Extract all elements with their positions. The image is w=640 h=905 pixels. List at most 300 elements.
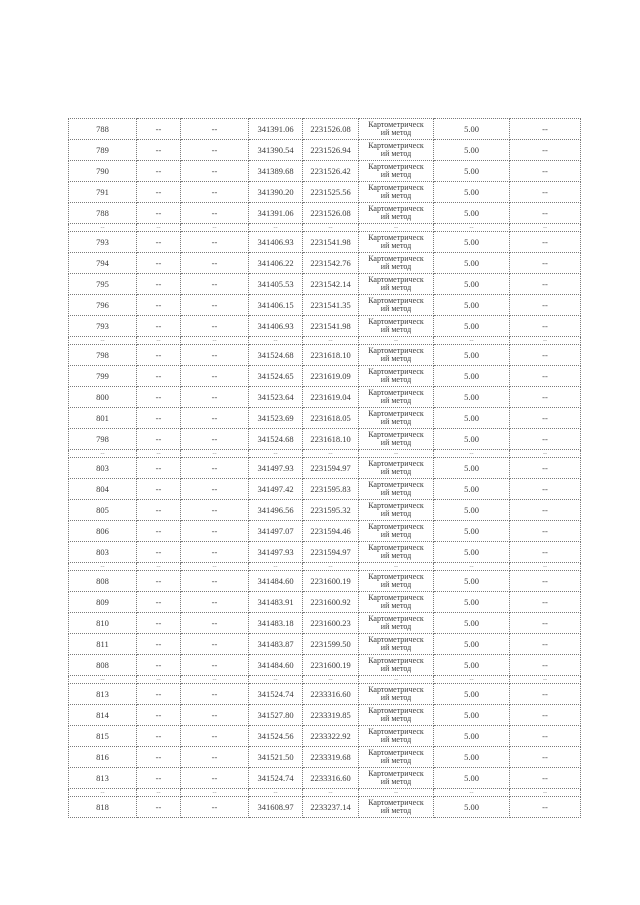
point-number-cell: 788 (69, 203, 137, 224)
old-x-cell: -- (137, 747, 181, 768)
separator-cell: -- (359, 563, 434, 571)
method-cell (359, 705, 434, 726)
method-text-line-1: Картометрическ (368, 726, 424, 736)
y-coordinate-cell: 2231600.19 (303, 655, 359, 676)
old-y-cell: -- (181, 705, 249, 726)
x-coordinate-cell: 341406.93 (249, 316, 303, 337)
accuracy-cell: 5.00 (434, 345, 510, 366)
description-cell: -- (510, 521, 581, 542)
separator-cell: -- (359, 676, 434, 684)
point-number-cell: 805 (69, 500, 137, 521)
method-text-line-1: Картометрическ (368, 366, 424, 376)
y-coordinate-cell: 2231600.23 (303, 613, 359, 634)
y-coordinate-cell: 2231595.32 (303, 500, 359, 521)
old-y-cell: -- (181, 479, 249, 500)
accuracy-cell: 5.00 (434, 387, 510, 408)
separator-cell: -- (69, 224, 137, 232)
method-text-line-1: Картометрическ (368, 521, 424, 531)
method-cell (359, 634, 434, 655)
point-number-cell: 801 (69, 408, 137, 429)
accuracy-cell: 5.00 (434, 253, 510, 274)
method-text-line-2: ий метод (380, 693, 412, 702)
method-cell (359, 408, 434, 429)
separator-cell: -- (303, 450, 359, 458)
description-cell: -- (510, 726, 581, 747)
y-coordinate-cell: 2233319.68 (303, 747, 359, 768)
separator-cell: -- (181, 676, 249, 684)
x-coordinate-cell: 341608.97 (249, 797, 303, 818)
table-row (69, 203, 581, 224)
separator-cell: -- (249, 563, 303, 571)
point-number-cell: 795 (69, 274, 137, 295)
separator-cell: -- (510, 563, 581, 571)
table-row (69, 387, 581, 408)
separator-cell: -- (510, 676, 581, 684)
old-x-cell: -- (137, 119, 181, 140)
method-cell (359, 571, 434, 592)
accuracy-cell: 5.00 (434, 705, 510, 726)
x-coordinate-cell: 341483.87 (249, 634, 303, 655)
x-coordinate-cell: 341497.07 (249, 521, 303, 542)
description-cell: -- (510, 613, 581, 634)
method-cell (359, 458, 434, 479)
method-text-line-2: ий метод (380, 580, 412, 589)
accuracy-cell: 5.00 (434, 542, 510, 563)
method-text-line-1: Картометрическ (368, 684, 424, 694)
old-y-cell: -- (181, 768, 249, 789)
y-coordinate-cell: 2231541.35 (303, 295, 359, 316)
point-number-cell: 798 (69, 345, 137, 366)
point-number-cell: 809 (69, 592, 137, 613)
old-y-cell: -- (181, 684, 249, 705)
table-row (69, 479, 581, 500)
description-cell: -- (510, 345, 581, 366)
accuracy-cell: 5.00 (434, 747, 510, 768)
method-text-line-1: Картометрическ (368, 768, 424, 778)
old-x-cell: -- (137, 429, 181, 450)
separator-cell: -- (359, 337, 434, 345)
method-text-line-2: ий метод (380, 551, 412, 560)
x-coordinate-cell: 341524.74 (249, 768, 303, 789)
y-coordinate-cell: 2233322.92 (303, 726, 359, 747)
old-y-cell: -- (181, 571, 249, 592)
old-y-cell: -- (181, 232, 249, 253)
description-cell: -- (510, 295, 581, 316)
separator-cell: -- (69, 563, 137, 571)
x-coordinate-cell: 341523.69 (249, 408, 303, 429)
table-row (69, 316, 581, 337)
method-text-line-1: Картометрическ (368, 747, 424, 757)
method-text-line-1: Картометрическ (368, 500, 424, 510)
table-row (69, 119, 581, 140)
method-text-line-2: ий метод (380, 325, 412, 334)
method-text-line-2: ий метод (380, 735, 412, 744)
old-y-cell: -- (181, 500, 249, 521)
description-cell: -- (510, 408, 581, 429)
separator-cell: -- (249, 224, 303, 232)
old-x-cell: -- (137, 655, 181, 676)
separator-row (69, 676, 581, 684)
method-text-line-1: Картометрическ (368, 316, 424, 326)
table-row (69, 571, 581, 592)
method-text-line-2: ий метод (380, 643, 412, 652)
method-text-line-1: Картометрическ (368, 571, 424, 581)
point-number-cell: 814 (69, 705, 137, 726)
point-number-cell: 810 (69, 613, 137, 634)
method-text-line-2: ий метод (380, 149, 412, 158)
x-coordinate-cell: 341406.15 (249, 295, 303, 316)
method-text-line-2: ий метод (380, 488, 412, 497)
old-x-cell: -- (137, 542, 181, 563)
point-number-cell: 806 (69, 521, 137, 542)
table-row (69, 768, 581, 789)
method-text-line-1: Картометрическ (368, 705, 424, 715)
accuracy-cell: 5.00 (434, 429, 510, 450)
separator-cell: -- (510, 789, 581, 797)
point-number-cell: 788 (69, 119, 137, 140)
separator-cell: -- (434, 450, 510, 458)
point-number-cell: 793 (69, 232, 137, 253)
x-coordinate-cell: 341523.64 (249, 387, 303, 408)
method-cell (359, 429, 434, 450)
table-row (69, 613, 581, 634)
method-text-line-2: ий метод (380, 438, 412, 447)
separator-cell: -- (434, 337, 510, 345)
description-cell: -- (510, 747, 581, 768)
method-text-line-2: ий метод (380, 191, 412, 200)
method-cell (359, 768, 434, 789)
point-number-cell: 808 (69, 655, 137, 676)
separator-cell: -- (303, 337, 359, 345)
method-text-line-2: ий метод (380, 396, 412, 405)
description-cell: -- (510, 366, 581, 387)
x-coordinate-cell: 341484.60 (249, 571, 303, 592)
table-row (69, 592, 581, 613)
old-x-cell: -- (137, 726, 181, 747)
old-y-cell: -- (181, 203, 249, 224)
method-cell (359, 203, 434, 224)
method-cell (359, 140, 434, 161)
accuracy-cell: 5.00 (434, 408, 510, 429)
point-number-cell: 811 (69, 634, 137, 655)
method-text-line-2: ий метод (380, 170, 412, 179)
accuracy-cell: 5.00 (434, 613, 510, 634)
method-cell (359, 232, 434, 253)
description-cell: -- (510, 458, 581, 479)
x-coordinate-cell: 341389.68 (249, 161, 303, 182)
separator-cell: -- (303, 563, 359, 571)
accuracy-cell: 5.00 (434, 161, 510, 182)
separator-cell: -- (137, 563, 181, 571)
description-cell: -- (510, 253, 581, 274)
description-cell: -- (510, 479, 581, 500)
separator-cell: -- (181, 450, 249, 458)
method-text-line-1: Картометрическ (368, 613, 424, 623)
old-y-cell: -- (181, 295, 249, 316)
separator-cell: -- (434, 563, 510, 571)
separator-cell: -- (434, 224, 510, 232)
y-coordinate-cell: 2231541.98 (303, 316, 359, 337)
y-coordinate-cell: 2233237.14 (303, 797, 359, 818)
separator-row (69, 337, 581, 345)
old-x-cell: -- (137, 684, 181, 705)
accuracy-cell: 5.00 (434, 684, 510, 705)
separator-row (69, 450, 581, 458)
point-number-cell: 818 (69, 797, 137, 818)
description-cell: -- (510, 387, 581, 408)
old-y-cell: -- (181, 542, 249, 563)
method-text-line-1: Картометрическ (368, 408, 424, 418)
method-text-line-1: Картометрическ (368, 182, 424, 192)
separator-cell: -- (137, 676, 181, 684)
separator-cell: -- (359, 224, 434, 232)
table-row (69, 408, 581, 429)
x-coordinate-cell: 341496.56 (249, 500, 303, 521)
method-text-line-2: ий метод (380, 354, 412, 363)
table-row (69, 295, 581, 316)
x-coordinate-cell: 341524.68 (249, 345, 303, 366)
table-row (69, 274, 581, 295)
separator-cell: -- (510, 224, 581, 232)
description-cell: -- (510, 161, 581, 182)
description-cell: -- (510, 705, 581, 726)
old-x-cell: -- (137, 140, 181, 161)
y-coordinate-cell: 2231542.76 (303, 253, 359, 274)
old-y-cell: -- (181, 140, 249, 161)
method-cell (359, 182, 434, 203)
point-number-cell: 803 (69, 458, 137, 479)
method-text-line-2: ий метод (380, 530, 412, 539)
description-cell: -- (510, 140, 581, 161)
point-number-cell: 794 (69, 253, 137, 274)
accuracy-cell: 5.00 (434, 203, 510, 224)
old-y-cell: -- (181, 274, 249, 295)
method-text-line-1: Картометрическ (368, 797, 424, 807)
accuracy-cell: 5.00 (434, 295, 510, 316)
old-y-cell: -- (181, 161, 249, 182)
method-text-line-2: ий метод (380, 777, 412, 786)
description-cell: -- (510, 429, 581, 450)
old-x-cell: -- (137, 182, 181, 203)
point-number-cell: 790 (69, 161, 137, 182)
separator-cell: -- (69, 789, 137, 797)
method-text-line-2: ий метод (380, 714, 412, 723)
description-cell: -- (510, 119, 581, 140)
table-row (69, 747, 581, 768)
x-coordinate-cell: 341406.22 (249, 253, 303, 274)
method-text-line-1: Картометрическ (368, 253, 424, 263)
table-row (69, 140, 581, 161)
accuracy-cell: 5.00 (434, 634, 510, 655)
old-y-cell: -- (181, 387, 249, 408)
description-cell: -- (510, 316, 581, 337)
old-y-cell: -- (181, 408, 249, 429)
x-coordinate-cell: 341497.93 (249, 542, 303, 563)
accuracy-cell: 5.00 (434, 571, 510, 592)
separator-cell: -- (434, 789, 510, 797)
method-text-line-1: Картометрическ (368, 634, 424, 644)
description-cell: -- (510, 684, 581, 705)
x-coordinate-cell: 341484.60 (249, 655, 303, 676)
x-coordinate-cell: 341524.56 (249, 726, 303, 747)
y-coordinate-cell: 2233319.85 (303, 705, 359, 726)
old-y-cell: -- (181, 253, 249, 274)
separator-cell: -- (181, 789, 249, 797)
old-y-cell: -- (181, 366, 249, 387)
separator-cell: -- (69, 676, 137, 684)
description-cell: -- (510, 232, 581, 253)
description-cell: -- (510, 571, 581, 592)
point-number-cell: 798 (69, 429, 137, 450)
method-text-line-1: Картометрическ (368, 295, 424, 305)
point-number-cell: 789 (69, 140, 137, 161)
separator-cell: -- (137, 224, 181, 232)
old-y-cell: -- (181, 613, 249, 634)
old-y-cell: -- (181, 316, 249, 337)
old-x-cell: -- (137, 592, 181, 613)
y-coordinate-cell: 2231618.10 (303, 429, 359, 450)
separator-cell: -- (510, 450, 581, 458)
method-cell (359, 655, 434, 676)
old-x-cell: -- (137, 253, 181, 274)
old-y-cell: -- (181, 182, 249, 203)
method-cell (359, 479, 434, 500)
table-row (69, 429, 581, 450)
description-cell: -- (510, 797, 581, 818)
separator-cell: -- (249, 450, 303, 458)
accuracy-cell: 5.00 (434, 500, 510, 521)
point-number-cell: 799 (69, 366, 137, 387)
method-text-line-2: ий метод (380, 304, 412, 313)
point-number-cell: 813 (69, 684, 137, 705)
y-coordinate-cell: 2231618.05 (303, 408, 359, 429)
method-text-line-1: Картометрическ (368, 429, 424, 439)
method-text-line-1: Картометрическ (368, 458, 424, 468)
method-cell (359, 521, 434, 542)
method-text-line-2: ий метод (380, 283, 412, 292)
separator-cell: -- (303, 224, 359, 232)
method-cell (359, 797, 434, 818)
method-cell (359, 684, 434, 705)
method-cell (359, 592, 434, 613)
method-cell (359, 613, 434, 634)
description-cell: -- (510, 500, 581, 521)
method-cell (359, 253, 434, 274)
method-text-line-2: ий метод (380, 756, 412, 765)
description-cell: -- (510, 274, 581, 295)
table-row (69, 182, 581, 203)
accuracy-cell: 5.00 (434, 797, 510, 818)
method-text-line-1: Картометрическ (368, 140, 424, 150)
old-x-cell: -- (137, 571, 181, 592)
table-row (69, 542, 581, 563)
separator-row (69, 789, 581, 797)
method-cell (359, 295, 434, 316)
y-coordinate-cell: 2231599.50 (303, 634, 359, 655)
y-coordinate-cell: 2231526.08 (303, 119, 359, 140)
method-text-line-2: ий метод (380, 417, 412, 426)
separator-cell: -- (137, 337, 181, 345)
accuracy-cell: 5.00 (434, 479, 510, 500)
method-text-line-1: Картометрическ (368, 592, 424, 602)
method-text-line-1: Картометрическ (368, 479, 424, 489)
method-cell (359, 119, 434, 140)
method-text-line-2: ий метод (380, 262, 412, 271)
accuracy-cell: 5.00 (434, 655, 510, 676)
description-cell: -- (510, 768, 581, 789)
y-coordinate-cell: 2231595.83 (303, 479, 359, 500)
coordinates-table (68, 118, 581, 818)
y-coordinate-cell: 2231541.98 (303, 232, 359, 253)
y-coordinate-cell: 2231525.56 (303, 182, 359, 203)
method-cell (359, 316, 434, 337)
old-x-cell: -- (137, 408, 181, 429)
old-y-cell: -- (181, 726, 249, 747)
separator-cell: -- (181, 224, 249, 232)
x-coordinate-cell: 341524.74 (249, 684, 303, 705)
separator-cell: -- (137, 789, 181, 797)
old-y-cell: -- (181, 119, 249, 140)
separator-cell: -- (303, 676, 359, 684)
description-cell: -- (510, 203, 581, 224)
method-cell (359, 542, 434, 563)
method-text-line-2: ий метод (380, 509, 412, 518)
x-coordinate-cell: 341483.18 (249, 613, 303, 634)
description-cell: -- (510, 182, 581, 203)
table-row (69, 500, 581, 521)
separator-row (69, 563, 581, 571)
y-coordinate-cell: 2231526.08 (303, 203, 359, 224)
old-x-cell: -- (137, 521, 181, 542)
old-x-cell: -- (137, 768, 181, 789)
old-y-cell: -- (181, 521, 249, 542)
table-row (69, 253, 581, 274)
old-x-cell: -- (137, 458, 181, 479)
accuracy-cell: 5.00 (434, 119, 510, 140)
method-text-line-1: Картометрическ (368, 345, 424, 355)
table-row (69, 726, 581, 747)
old-y-cell: -- (181, 458, 249, 479)
method-text-line-2: ий метод (380, 241, 412, 250)
table-row (69, 521, 581, 542)
table-row (69, 684, 581, 705)
x-coordinate-cell: 341527.80 (249, 705, 303, 726)
method-cell (359, 161, 434, 182)
table-row (69, 655, 581, 676)
old-x-cell: -- (137, 613, 181, 634)
accuracy-cell: 5.00 (434, 458, 510, 479)
x-coordinate-cell: 341521.50 (249, 747, 303, 768)
x-coordinate-cell: 341391.06 (249, 119, 303, 140)
accuracy-cell: 5.00 (434, 768, 510, 789)
method-text-line-2: ий метод (380, 622, 412, 631)
old-y-cell: -- (181, 429, 249, 450)
method-cell (359, 387, 434, 408)
separator-cell: -- (359, 789, 434, 797)
table-row (69, 345, 581, 366)
accuracy-cell: 5.00 (434, 316, 510, 337)
old-x-cell: -- (137, 295, 181, 316)
y-coordinate-cell: 2231594.97 (303, 542, 359, 563)
separator-cell: -- (181, 337, 249, 345)
point-number-cell: 803 (69, 542, 137, 563)
point-number-cell: 816 (69, 747, 137, 768)
old-x-cell: -- (137, 500, 181, 521)
method-text-line-1: Картометрическ (368, 232, 424, 242)
y-coordinate-cell: 2231594.97 (303, 458, 359, 479)
method-text-line-1: Картометрическ (368, 119, 424, 129)
point-number-cell: 791 (69, 182, 137, 203)
